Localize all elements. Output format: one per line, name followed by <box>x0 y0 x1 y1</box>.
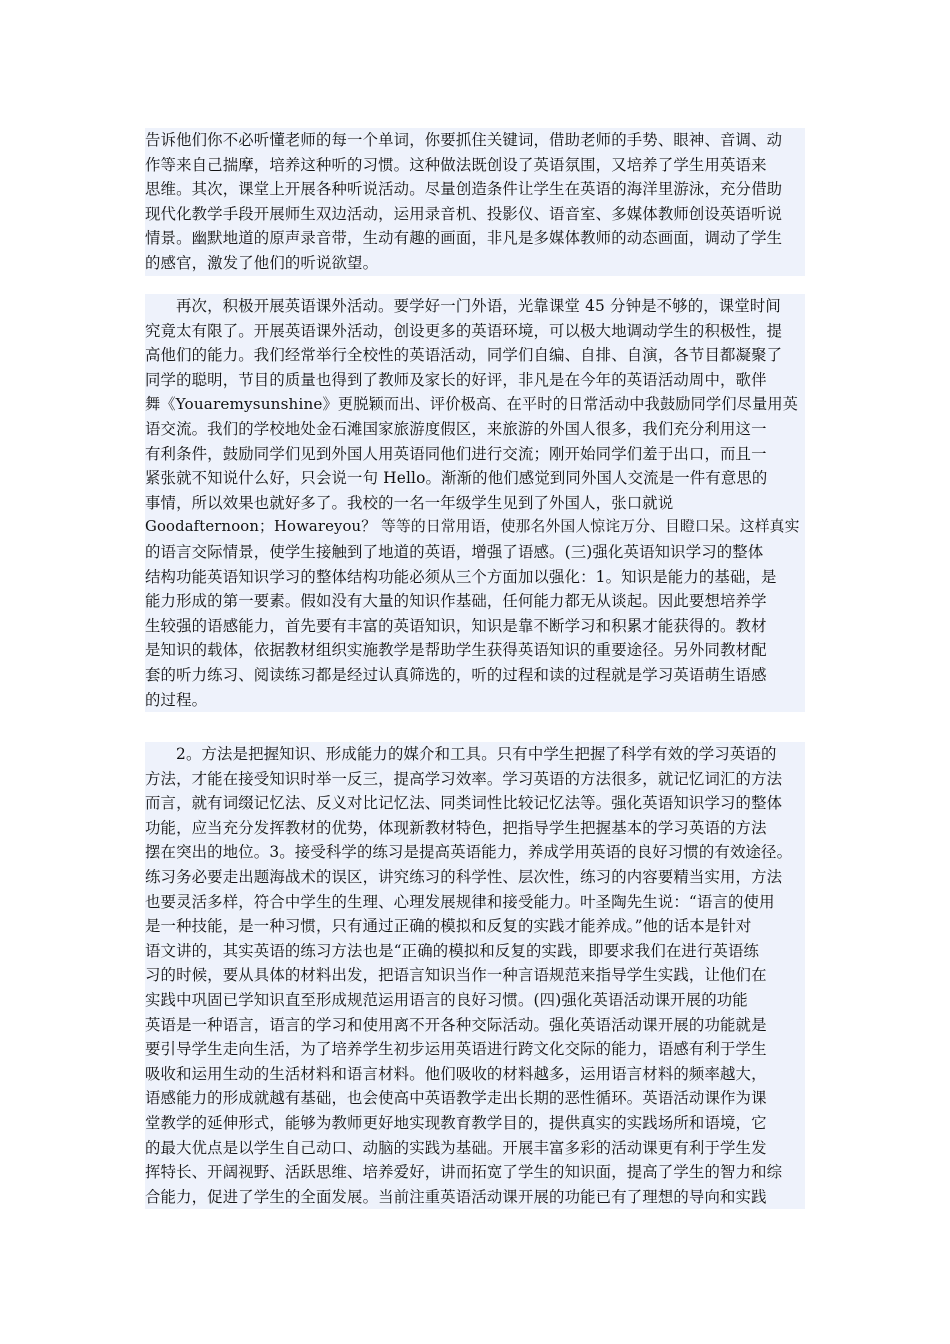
text-line: 现代化教学手段开展师生双边活动，运用录音机、投影仪、语音室、多媒体教师创设英语听说 <box>145 204 783 223</box>
paragraph-extracurricular-activities <box>145 294 805 712</box>
text-line: 功能，应当充分发挥教材的优势，体现新教材特色，把指导学生把握基本的学习英语的方法 <box>145 818 767 837</box>
text-line: 结构功能英语知识学习的整体结构功能必须从三个方面加以强化：1。知识是能力的基础，是 <box>145 567 777 586</box>
text-line: 语感能力的形成就越有基础，也会使高中英语教学走出长期的恶性循环。英语活动课作为课 <box>145 1089 767 1108</box>
text-line: 摆在突出的地位。3。接受科学的练习是提高英语能力，养成学用英语的良好习惯的有效途径。 <box>145 843 793 862</box>
text-line: 2。方法是把握知识、形成能力的媒介和工具。只有中学生把握了科学有效的学习英语的 <box>176 745 777 763</box>
text-line: 吸收和运用生动的生活材料和语言材料。他们吸收的材料越多，运用语言材料的频率越大， <box>145 1064 767 1083</box>
text-line: 同学的聪明，节目的质量也得到了教师及家长的好评，非凡是在今年的英语活动周中，歌伴 <box>145 370 767 389</box>
text-line: 事情，所以效果也就好多了。我校的一名一年级学生见到了外国人，张口就说 <box>145 493 674 512</box>
text-line: Goodafternoon；Howareyou？ 等等的日常用语，使那名外国人惊诧万分、目瞪口呆。这样真实 <box>145 518 800 536</box>
text-line: 而言，就有词缀记忆法、反义对比记忆法、同类词性比较记忆法等。强化英语知识学习的整体 <box>145 794 783 813</box>
text-line: 是知识的载体，依据教材组织实施教学是帮助学生获得英语知识的重要途径。另外同教材配 <box>145 641 767 660</box>
text-line: 告诉他们你不必听懂老师的每一个单词，你要抓住关键词，借助老师的手势、眼神、音调、动 <box>145 131 783 149</box>
paragraph-listening-habits <box>145 128 805 276</box>
text-line: 再次，积极开展英语课外活动。要学好一门外语，光靠课堂 45 分钟是不够的，课堂时间 <box>176 297 781 315</box>
text-line: 思维。其次，课堂上开展各种听说活动。尽量创造条件让学生在英语的海洋里游泳，充分借助 <box>145 180 783 199</box>
text-line: 语文讲的，其实英语的练习方法也是“正确的模拟和反复的实践，即要求我们在进行英语练 <box>145 941 760 960</box>
text-line: 的过程。 <box>145 690 208 709</box>
text-line: 情景。幽默地道的原声录音带，生动有趣的画面，非凡是多媒体教师的动态画面，调动了学生 <box>145 229 783 248</box>
text-line: 的语言交际情景，使学生接触到了地道的英语，增强了语感。(三)强化英语知识学习的整体 <box>145 542 764 561</box>
text-line: 的感官，激发了他们的听说欲望。 <box>145 253 379 272</box>
text-line: 合能力，促进了学生的全面发展。当前注重英语活动课开展的功能已有了理想的导向和实践 <box>145 1187 767 1206</box>
text-line: 高他们的能力。我们经常举行全校性的英语活动，同学们自编、自排、自演，各节目都凝聚了 <box>145 346 783 365</box>
paragraph-learning-methods <box>145 742 805 1209</box>
text-line: 英语是一种语言，语言的学习和使用离不开各种交际活动。强化英语活动课开展的功能就是 <box>145 1015 767 1034</box>
text-line: 舞《Youaremysunshine》更脱颖而出、评价极高、在平时的日常活动中我鼓励同学们尽量用英 <box>145 395 799 414</box>
text-line: 也要灵活多样，符合中学生的生理、心理发展规律和接受能力。叶圣陶先生说：“语言的使用 <box>145 892 775 911</box>
text-line: 的最大优点是以学生自己动口、动脑的实践为基础。开展丰富多彩的活动课更有利于学生发 <box>145 1138 767 1157</box>
text-line: 要引导学生走向生活，为了培养学生初步运用英语进行跨文化交际的能力，语感有利于学生 <box>145 1040 767 1059</box>
text-line: 语交流。我们的学校地处金石滩国家旅游度假区，来旅游的外国人很多，我们充分利用这一 <box>145 419 767 438</box>
text-line: 紧张就不知说什么好，只会说一句 Hello。渐渐的他们感觉到同外国人交流是一件有意思的 <box>145 469 768 488</box>
text-line: 生较强的语感能力，首先要有丰富的英语知识，知识是靠不断学习和积累才能获得的。教材 <box>145 616 767 635</box>
text-line: 挥特长、开阔视野、活跃思维、培养爱好，讲而拓宽了学生的知识面，提高了学生的智力和综 <box>145 1163 783 1182</box>
text-line: 实践中巩固已学知识直至形成规范运用语言的良好习惯。(四)强化英语活动课开展的功能 <box>145 990 748 1009</box>
text-line: 是一种技能，是一种习惯，只有通过正确的模拟和反复的实践才能养成。”他的话本是针对 <box>145 917 752 936</box>
text-line: 究竟太有限了。开展英语课外活动，创设更多的英语环境，可以极大地调动学生的积极性，提 <box>145 321 783 340</box>
text-line: 练习务必要走出题海战术的误区，讲究练习的科学性、层次性，练习的内容要精当实用，方法 <box>145 867 783 886</box>
text-line: 套的听力练习、阅读练习都是经过认真筛选的，听的过程和读的过程就是学习英语萌生语感 <box>145 665 767 684</box>
text-line: 作等来自己揣摩，培养这种听的习惯。这种做法既创设了英语氛围，又培养了学生用英语来 <box>145 155 767 174</box>
text-line: 习的时候，要从具体的材料出发，把语言知识当作一种言语规范来指导学生实践，让他们在 <box>145 966 767 985</box>
text-line: 堂教学的延伸形式，能够为教师更好地实现教育教学目的，提供真实的实践场所和语境，它 <box>145 1113 767 1132</box>
text-line: 有利条件，鼓励同学们见到外国人用英语同他们进行交流；刚开始同学们羞于出口，而且一 <box>145 444 767 463</box>
text-line: 能力形成的第一要素。假如没有大量的知识作基础，任何能力都无从谈起。因此要想培养学 <box>145 592 767 611</box>
text-line: 方法，才能在接受知识时举一反三，提高学习效率。学习英语的方法很多，就记忆词汇的方法 <box>145 769 783 788</box>
